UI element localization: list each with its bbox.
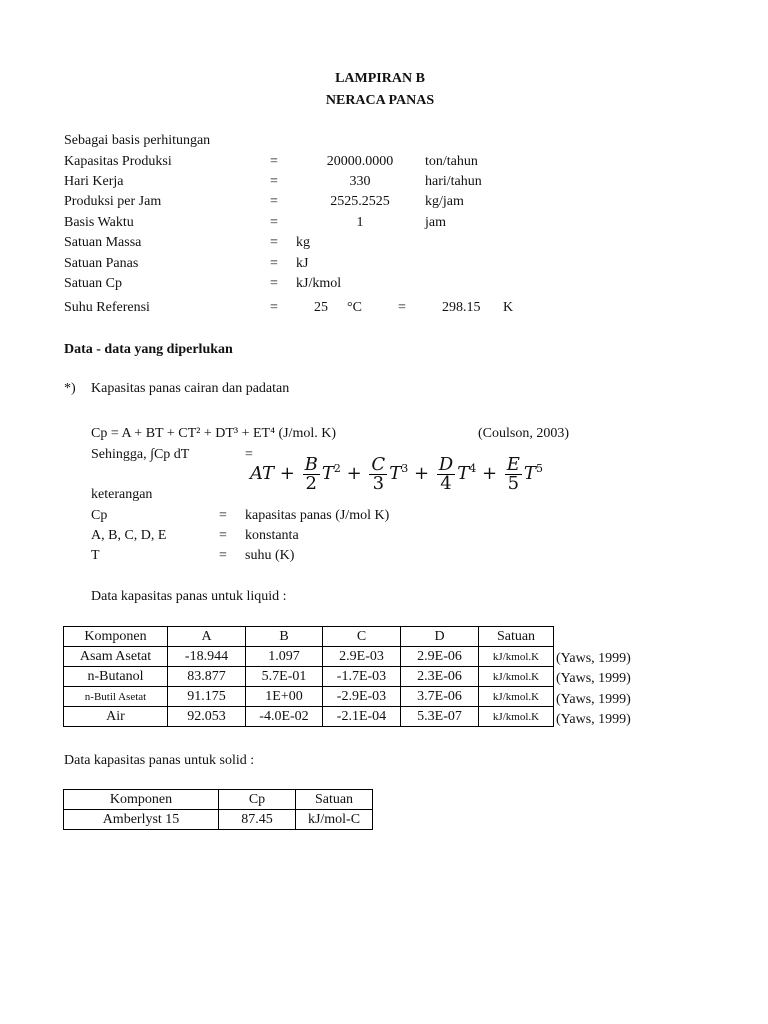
cell-satuan: kJ/kmol.K (479, 647, 554, 667)
table-row (64, 647, 554, 667)
basis-label: Basis Waktu (64, 215, 134, 230)
exponent: 3 (401, 462, 409, 475)
cell-c: -1.7E-03 (323, 667, 401, 687)
header-cell: D (401, 627, 479, 647)
suhu-celsius-value: 25 (314, 300, 328, 315)
basis-unit: kg/jam (425, 194, 464, 209)
plus-sign: + (413, 463, 430, 484)
cell-a: -18.944 (168, 647, 246, 667)
equals-sign: = (219, 508, 227, 523)
fraction-numerator: E (506, 453, 520, 475)
section-heading: Data - data yang diperlukan (64, 342, 233, 357)
cell-b: 1E+00 (246, 687, 323, 707)
cell-a: 91.175 (168, 687, 246, 707)
equals-sign: = (270, 300, 278, 315)
table-header-row (64, 627, 554, 647)
term-t: T (457, 463, 470, 484)
cell-d: 2.3E-06 (401, 667, 479, 687)
cell-komponen: Amberlyst 15 (64, 810, 219, 830)
keterangan-symbol: T (91, 548, 100, 563)
basis-header: Sebagai basis perhitungan (64, 133, 211, 148)
cp-reference: (Coulson, 2003) (478, 426, 569, 441)
basis-label: Kapasitas Produksi (64, 154, 172, 169)
exponent: 4 (469, 462, 477, 475)
equals-sign: = (270, 154, 278, 169)
exponent: 5 (535, 462, 543, 475)
term-t: T (321, 463, 334, 484)
cell-b: 5.7E-01 (246, 667, 323, 687)
keterangan-label: keterangan (91, 487, 153, 502)
plus-sign: + (481, 463, 498, 484)
fraction-c (369, 453, 387, 494)
equals-sign: = (219, 548, 227, 563)
note-text: Kapasitas panas cairan dan padatan (91, 381, 290, 396)
keterangan-desc: suhu (K) (245, 548, 295, 563)
cell-b: 1.097 (246, 647, 323, 667)
cell-d: 3.7E-06 (401, 687, 479, 707)
fraction-numerator: D (438, 453, 454, 475)
equals-sign: = (398, 300, 406, 315)
table-row (64, 687, 554, 707)
cell-komponen: n-Butanol (64, 667, 168, 687)
equals-sign: = (270, 215, 278, 230)
basis-value: kJ (296, 256, 309, 271)
table-row (64, 667, 554, 687)
term-t: T (523, 463, 536, 484)
equals-sign: = (245, 447, 253, 462)
equals-sign: = (270, 194, 278, 209)
note-marker: *) (64, 381, 76, 396)
header-cell: C (323, 627, 401, 647)
basis-unit: jam (425, 215, 446, 230)
cell-a: 83.877 (168, 667, 246, 687)
plus-sign: + (279, 463, 295, 484)
table-reference: (Yaws, 1999) (556, 651, 631, 666)
fraction-denominator: 5 (507, 472, 520, 494)
basis-value: kJ/kmol (296, 276, 342, 291)
cell-c: 2.9E-03 (323, 647, 401, 667)
cell-komponen: Asam Asetat (64, 647, 168, 667)
table-header-row (64, 790, 373, 810)
fraction-b (303, 453, 320, 494)
header-cell: Komponen (64, 790, 219, 810)
header-cell: Cp (219, 790, 296, 810)
cell-a: 92.053 (168, 707, 246, 727)
table-row (64, 707, 554, 727)
exponent: 2 (333, 462, 341, 475)
basis-unit: ton/tahun (425, 154, 478, 169)
cell-b: -4.0E-02 (246, 707, 323, 727)
cell-c: -2.9E-03 (323, 687, 401, 707)
cell-satuan: kJ/kmol.K (479, 707, 554, 727)
header-cell: B (246, 627, 323, 647)
suhu-kelvin-value: 298.15 (442, 300, 481, 315)
header-cell: A (168, 627, 246, 647)
fraction-numerator: B (304, 453, 318, 475)
keterangan-symbol: Cp (91, 508, 108, 523)
cell-satuan: kJ/mol-C (296, 810, 373, 830)
cell-c: -2.1E-04 (323, 707, 401, 727)
equals-sign: = (270, 174, 278, 189)
table-reference: (Yaws, 1999) (556, 692, 631, 707)
basis-label: Produksi per Jam (64, 194, 162, 209)
suhu-label: Suhu Referensi (64, 300, 150, 315)
cp-formula: Cp = A + BT + CT² + DT³ + ET⁴ (J/mol. K) (91, 426, 336, 441)
page-subtitle: NERACA PANAS (325, 93, 435, 108)
cell-cp: 87.45 (219, 810, 296, 830)
basis-unit: hari/tahun (425, 174, 482, 189)
cell-satuan: kJ/kmol.K (479, 687, 554, 707)
solid-caption: Data kapasitas panas untuk solid : (64, 753, 255, 768)
cell-d: 5.3E-07 (401, 707, 479, 727)
term-at: AT (250, 463, 275, 484)
fraction-numerator: C (371, 453, 386, 475)
fraction-e (505, 453, 522, 494)
fraction-d (437, 453, 455, 494)
solid-table (63, 789, 373, 830)
table-reference: (Yaws, 1999) (556, 671, 631, 686)
equals-sign: = (270, 235, 278, 250)
liquid-table (63, 626, 554, 727)
term-t: T (389, 463, 402, 484)
equals-sign: = (270, 256, 278, 271)
basis-value: 1 (356, 215, 364, 230)
keterangan-symbol: A, B, C, D, E (91, 528, 167, 543)
basis-value: 20000.0000 (326, 154, 394, 169)
integral-expression (250, 448, 543, 495)
header-cell: Satuan (479, 627, 554, 647)
header-cell: Satuan (296, 790, 373, 810)
header-cell: Komponen (64, 627, 168, 647)
basis-value: 330 (349, 174, 371, 189)
suhu-celsius-unit: °C (347, 300, 362, 315)
keterangan-desc: konstanta (245, 528, 299, 543)
basis-label: Satuan Panas (64, 256, 139, 271)
suhu-kelvin-unit: K (503, 300, 514, 315)
fraction-denominator: 3 (372, 472, 385, 494)
equals-sign: = (270, 276, 278, 291)
cell-satuan: kJ/kmol.K (479, 667, 554, 687)
table-reference: (Yaws, 1999) (556, 712, 631, 727)
fraction-denominator: 4 (440, 472, 452, 494)
basis-label: Satuan Massa (64, 235, 142, 250)
liquid-caption: Data kapasitas panas untuk liquid : (91, 589, 287, 604)
plus-sign: + (346, 463, 362, 484)
basis-label: Satuan Cp (64, 276, 122, 291)
equals-sign: = (219, 528, 227, 543)
cell-d: 2.9E-06 (401, 647, 479, 667)
cell-komponen: n-Butil Asetat (64, 687, 168, 707)
table-row (64, 810, 373, 830)
basis-label: Hari Kerja (64, 174, 124, 189)
sehingga-label: Sehingga, ∫Cp dT (91, 447, 190, 462)
basis-value: kg (296, 235, 310, 250)
page-title: LAMPIRAN B (335, 71, 425, 86)
cell-komponen: Air (64, 707, 168, 727)
keterangan-desc: kapasitas panas (J/mol K) (245, 508, 390, 523)
fraction-denominator: 2 (305, 472, 317, 494)
basis-value: 2525.2525 (330, 194, 390, 209)
